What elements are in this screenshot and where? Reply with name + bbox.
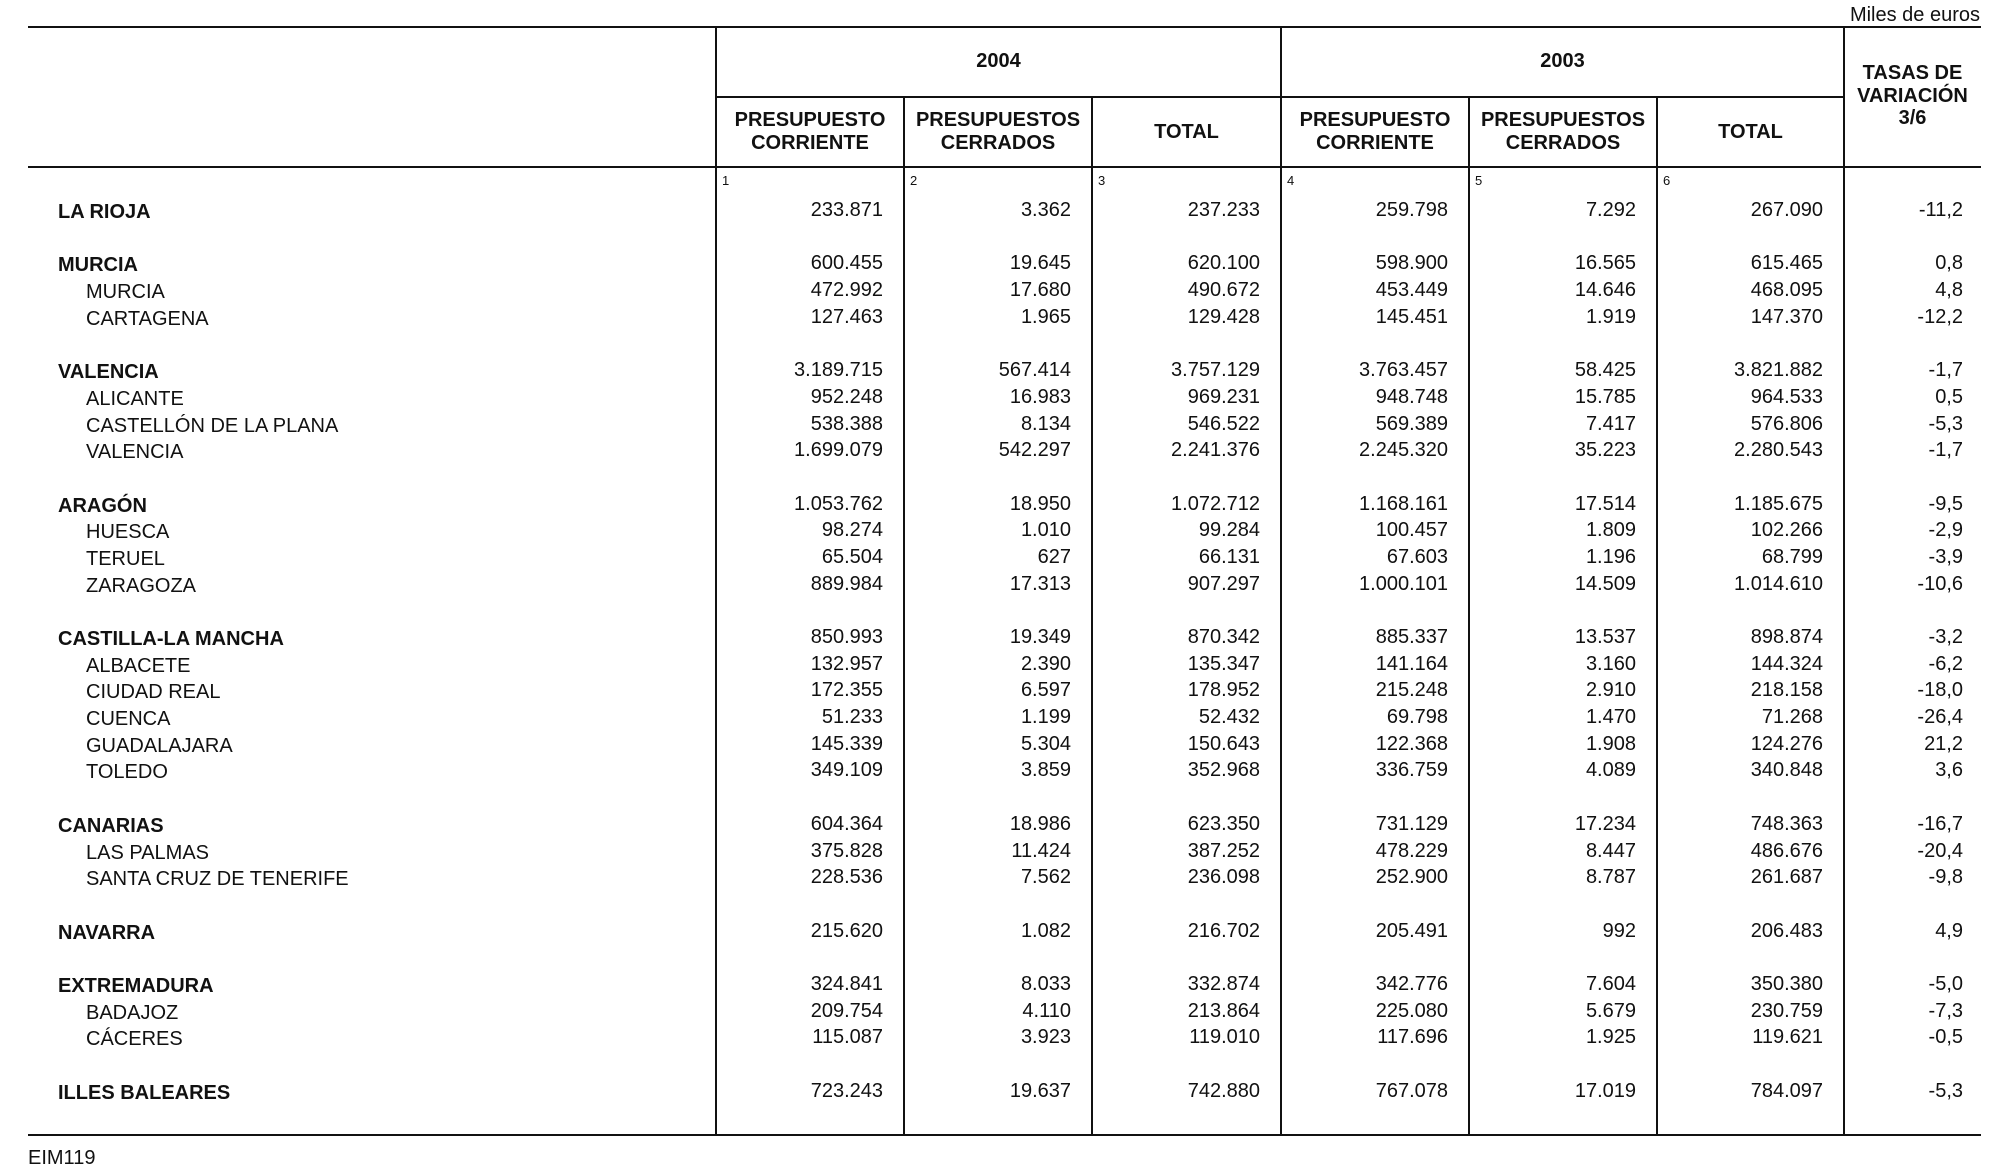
cell-2003-total: 784.097 (1750, 1079, 1823, 1102)
cell-2003-corriente: 731.129 (1375, 812, 1448, 835)
cell-2003-cerrados: 35.223 (1574, 439, 1636, 462)
cell-2003-corriente: 336.759 (1375, 759, 1448, 782)
cell-2004-cerrados: 542.297 (998, 439, 1071, 462)
cell-2003-corriente: 3.763.457 (1359, 359, 1448, 382)
header-tasas-variacion (1844, 62, 1981, 130)
cell-2004-cerrados: 7.562 (1020, 866, 1071, 889)
header-line: VARIACIÓN (1857, 84, 1968, 107)
cell-tasa-variacion: -9,8 (1928, 866, 1963, 889)
cell-2003-total: 267.090 (1750, 199, 1823, 221)
cell-tasa-variacion: -26,4 (1917, 706, 1963, 729)
cell-2003-corriente: 205.491 (1375, 919, 1448, 942)
cell-2003-corriente: 252.900 (1375, 866, 1448, 889)
cell-2004-corriente: 850.993 (810, 626, 883, 648)
cell-2004-corriente: 952.248 (810, 385, 883, 408)
cell-2003-corriente: 478.229 (1375, 839, 1448, 862)
cell-2004-cerrados: 17.313 (1009, 572, 1071, 595)
cell-2003-cerrados: 1.919 (1585, 305, 1636, 328)
cell-2004-corriente: 3.189.715 (794, 359, 883, 382)
cell-2003-cerrados: 7.292 (1585, 199, 1636, 221)
cell-2004-total: 237.233 (1187, 199, 1260, 221)
cell-tasa-variacion: -0,5 (1928, 1026, 1963, 1049)
cell-2004-total: 216.702 (1187, 919, 1260, 942)
cell-2003-total: 102.266 (1750, 519, 1823, 542)
region-row (28, 250, 1981, 277)
cell-tasa-variacion: -5,3 (1928, 1079, 1963, 1102)
cell-tasa-variacion: -16,7 (1917, 812, 1963, 835)
cell-2003-cerrados: 1.908 (1585, 732, 1636, 755)
province-row (28, 544, 1981, 571)
cell-2004-cerrados: 567.414 (998, 359, 1071, 382)
cell-2003-corriente: 453.449 (1375, 279, 1448, 302)
cell-2003-total: 486.676 (1750, 839, 1823, 862)
province-row (28, 571, 1981, 598)
row-label: VALENCIA (58, 361, 159, 384)
cell-2004-corriente: 115.087 (812, 1026, 883, 1049)
province-row (28, 864, 1981, 891)
cell-2003-cerrados: 17.234 (1574, 812, 1636, 835)
row-label: EXTREMADURA (58, 974, 214, 997)
cell-tasa-variacion: 21,2 (1924, 732, 1963, 755)
column-number: 2 (910, 173, 918, 188)
region-row (28, 357, 1981, 384)
region-row (28, 624, 1981, 651)
cell-2003-cerrados: 1.809 (1585, 519, 1636, 542)
cell-2004-cerrados: 1.082 (1020, 919, 1071, 942)
cell-tasa-variacion: -9,5 (1928, 492, 1963, 515)
cell-2003-corriente: 145.451 (1375, 305, 1448, 328)
cell-2004-total: 969.231 (1187, 385, 1260, 408)
cell-2004-corriente: 51.233 (821, 706, 883, 729)
cell-2004-cerrados: 19.645 (1009, 252, 1071, 275)
cell-tasa-variacion: -6,2 (1928, 652, 1963, 675)
cell-2003-total: 147.370 (1750, 305, 1823, 328)
cell-2003-total: 898.874 (1750, 626, 1823, 648)
cell-2003-corriente: 342.776 (1375, 972, 1448, 995)
cell-2003-cerrados: 8.787 (1585, 866, 1636, 889)
cell-2004-total: 1.072.712 (1171, 492, 1260, 515)
year-header-2004: 2004 (976, 50, 1021, 72)
cell-2003-total: 615.465 (1750, 252, 1823, 275)
cell-2004-corriente: 233.871 (810, 199, 883, 221)
cell-2003-cerrados: 5.679 (1585, 999, 1636, 1022)
row-label: LA RIOJA (58, 201, 151, 223)
cell-2003-corriente: 885.337 (1375, 626, 1448, 648)
header-line: PRESUPUESTO (734, 109, 886, 131)
rule-top (28, 26, 1981, 28)
cell-2004-cerrados: 11.424 (1011, 839, 1071, 862)
cell-2004-cerrados: 3.362 (1020, 199, 1071, 221)
cell-2004-cerrados: 19.637 (1009, 1079, 1071, 1102)
cell-tasa-variacion: -3,2 (1928, 626, 1963, 648)
row-label: CUENCA (86, 708, 171, 731)
cell-2004-cerrados: 6.597 (1020, 679, 1071, 702)
cell-2004-cerrados: 17.680 (1009, 279, 1071, 302)
cell-2003-corriente: 67.603 (1386, 545, 1448, 568)
cell-2003-corriente: 117.696 (1377, 1026, 1448, 1049)
cell-2004-total: 620.100 (1187, 252, 1260, 275)
cell-2004-cerrados: 627 (1037, 545, 1071, 568)
province-row (28, 517, 1981, 544)
column-number: 3 (1098, 173, 1106, 188)
province-row (28, 838, 1981, 865)
header-line: CERRADOS (940, 132, 1056, 154)
cell-2003-total: 468.095 (1750, 279, 1823, 302)
cell-2004-corriente: 324.841 (810, 972, 883, 995)
cell-2003-total: 68.799 (1761, 545, 1823, 568)
cell-2003-cerrados: 17.019 (1574, 1079, 1636, 1102)
header-line: CORRIENTE (1316, 132, 1434, 154)
region-row (28, 1078, 1981, 1105)
cell-2003-cerrados: 7.417 (1585, 412, 1636, 435)
cell-2004-corriente: 65.504 (821, 545, 883, 568)
cell-2003-total: 576.806 (1750, 412, 1823, 435)
header-line: PRESUPUESTO (1299, 109, 1451, 131)
cell-tasa-variacion: 3,6 (1935, 759, 1963, 782)
cell-2003-corriente: 69.798 (1386, 706, 1448, 729)
row-label: HUESCA (86, 521, 170, 544)
cell-2003-total: 2.280.543 (1734, 439, 1823, 462)
row-label: CASTILLA-LA MANCHA (58, 628, 284, 650)
cell-tasa-variacion: -1,7 (1928, 439, 1963, 462)
row-label: CARTAGENA (86, 307, 209, 330)
cell-2004-cerrados: 19.349 (1009, 626, 1071, 648)
header-line: PRESUPUESTOS (1480, 109, 1646, 131)
header-line: TOTAL (1154, 120, 1219, 143)
cell-2003-cerrados: 3.160 (1585, 652, 1636, 675)
province-row (28, 998, 1981, 1025)
cell-2003-total: 218.158 (1750, 679, 1823, 702)
cell-2003-total: 340.848 (1750, 759, 1823, 782)
cell-tasa-variacion: -20,4 (1917, 839, 1963, 862)
cell-2004-cerrados: 1.965 (1020, 305, 1071, 328)
cell-2004-total: 150.643 (1187, 732, 1260, 755)
table-body (28, 197, 1981, 1104)
cell-2003-cerrados: 58.425 (1574, 359, 1636, 382)
region-row (28, 197, 1981, 224)
cell-2004-cerrados: 8.033 (1020, 972, 1071, 995)
cell-tasa-variacion: -2,9 (1928, 519, 1963, 542)
cell-2003-corriente: 948.748 (1375, 385, 1448, 408)
province-row (28, 277, 1981, 304)
cell-2003-cerrados: 13.537 (1574, 626, 1636, 648)
rule-bottom (28, 1134, 1981, 1136)
row-label: ALBACETE (86, 654, 191, 677)
cell-2004-corriente: 538.388 (810, 412, 883, 435)
cell-2003-cerrados: 14.509 (1574, 572, 1636, 595)
cell-2003-corriente: 598.900 (1375, 252, 1448, 275)
row-label: CASTELLÓN DE LA PLANA (86, 414, 339, 437)
cell-2004-cerrados: 8.134 (1020, 412, 1071, 435)
cell-2004-total: 490.672 (1187, 279, 1260, 302)
cell-2004-cerrados: 16.983 (1009, 385, 1071, 408)
cell-2004-total: 332.874 (1187, 972, 1260, 995)
province-row (28, 757, 1981, 784)
cell-2004-corriente: 209.754 (810, 999, 883, 1022)
cell-2004-corriente: 1.053.762 (794, 492, 883, 515)
table-code: EIM119 (28, 1147, 96, 1169)
cell-2003-total: 124.276 (1750, 732, 1823, 755)
row-label: TERUEL (86, 547, 165, 570)
cell-2003-total: 350.380 (1750, 972, 1823, 995)
cell-2004-corriente: 604.364 (810, 812, 883, 835)
cell-2004-corriente: 228.536 (810, 866, 883, 889)
cell-2004-total: 3.757.129 (1171, 359, 1260, 382)
cell-tasa-variacion: -7,3 (1928, 999, 1963, 1022)
header-2003-presupuesto-corriente (1281, 98, 1469, 166)
province-row (28, 731, 1981, 758)
cell-2003-corriente: 1.000.101 (1359, 572, 1448, 595)
row-label: MURCIA (58, 254, 138, 277)
cell-2004-corriente: 127.463 (810, 305, 883, 328)
cell-2003-cerrados: 7.604 (1585, 972, 1636, 995)
cell-2004-cerrados: 3.859 (1020, 759, 1071, 782)
cell-2003-total: 261.687 (1750, 866, 1823, 889)
cell-2004-cerrados: 18.950 (1009, 492, 1071, 515)
header-2004-total (1092, 98, 1281, 166)
row-label: NAVARRA (58, 921, 156, 944)
cell-2003-corriente: 2.245.320 (1359, 439, 1448, 462)
cell-2003-cerrados: 2.910 (1585, 679, 1636, 702)
cell-2004-corriente: 132.957 (810, 652, 883, 675)
header-line: TOTAL (1718, 120, 1783, 143)
cell-2004-total: 2.241.376 (1171, 439, 1260, 462)
cell-2004-cerrados: 4.110 (1022, 999, 1071, 1022)
row-label: ZARAGOZA (86, 574, 197, 597)
cell-2004-corriente: 349.109 (810, 759, 883, 782)
cell-2004-cerrados: 3.923 (1020, 1026, 1071, 1049)
region-row (28, 918, 1981, 945)
cell-2004-total: 352.968 (1187, 759, 1260, 782)
row-label: ILLES BALEARES (58, 1081, 231, 1104)
cell-2004-total: 52.432 (1198, 706, 1260, 729)
cell-tasa-variacion: 0,5 (1935, 385, 1963, 408)
header-line: CORRIENTE (751, 132, 869, 154)
header-2004-presupuestos-cerrados (904, 98, 1092, 166)
cell-2003-corriente: 1.168.161 (1359, 492, 1448, 515)
row-label: TOLEDO (86, 761, 168, 784)
column-number: 5 (1475, 173, 1483, 188)
province-row (28, 651, 1981, 678)
cell-2004-total: 742.880 (1187, 1079, 1260, 1102)
cell-2004-corriente: 723.243 (810, 1079, 883, 1102)
year-header-2003: 2003 (1540, 50, 1585, 72)
row-label: LAS PALMAS (86, 841, 210, 864)
cell-tasa-variacion: -10,6 (1917, 572, 1963, 595)
header-2004-presupuesto-corriente (716, 98, 904, 166)
column-number: 4 (1287, 173, 1295, 188)
cell-2004-total: 387.252 (1187, 839, 1260, 862)
cell-2004-cerrados: 1.199 (1020, 706, 1071, 729)
cell-2004-cerrados: 5.304 (1020, 732, 1071, 755)
row-label: ALICANTE (86, 387, 184, 410)
cell-tasa-variacion: -1,7 (1928, 359, 1963, 382)
province-row (28, 704, 1981, 731)
cell-tasa-variacion: 0,8 (1935, 252, 1963, 275)
cell-2003-cerrados: 992 (1602, 919, 1636, 942)
cell-2004-corriente: 145.339 (810, 732, 883, 755)
cell-2004-cerrados: 1.010 (1020, 519, 1071, 542)
cell-2004-total: 546.522 (1187, 412, 1260, 435)
cell-2003-total: 71.268 (1761, 706, 1823, 729)
cell-2004-total: 66.131 (1198, 545, 1260, 568)
row-label: BADAJOZ (86, 1001, 179, 1024)
header-line: CERRADOS (1505, 132, 1621, 154)
cell-2004-total: 870.342 (1187, 626, 1260, 648)
header-2003-total (1657, 98, 1844, 166)
cell-2004-corriente: 889.984 (810, 572, 883, 595)
cell-2004-corriente: 1.699.079 (794, 439, 883, 462)
cell-2004-total: 907.297 (1187, 572, 1260, 595)
cell-2003-total: 230.759 (1750, 999, 1823, 1022)
cell-2003-cerrados: 16.565 (1574, 252, 1636, 275)
header-line: PRESUPUESTOS (915, 109, 1081, 131)
row-label: CANARIAS (58, 814, 164, 837)
unit-note: Miles de euros (1849, 4, 1980, 26)
province-row (28, 437, 1981, 464)
cell-2004-corriente: 600.455 (810, 252, 883, 275)
cell-2003-total: 1.014.610 (1734, 572, 1823, 595)
province-row (28, 1024, 1981, 1051)
cell-2003-corriente: 767.078 (1375, 1079, 1448, 1102)
cell-tasa-variacion: -5,3 (1928, 412, 1963, 435)
cell-2004-total: 99.284 (1198, 519, 1260, 542)
cell-2004-corriente: 215.620 (810, 919, 883, 942)
cell-2004-total: 178.952 (1187, 679, 1260, 702)
rule-header-bottom (28, 166, 1981, 168)
cell-2004-total: 119.010 (1189, 1026, 1260, 1049)
cell-tasa-variacion: -11,2 (1918, 199, 1963, 221)
cell-tasa-variacion: 4,8 (1935, 279, 1963, 302)
province-row (28, 304, 1981, 331)
cell-2003-total: 1.185.675 (1734, 492, 1823, 515)
header-2003-presupuestos-cerrados (1469, 98, 1657, 166)
cell-2003-cerrados: 4.089 (1585, 759, 1636, 782)
region-row (28, 971, 1981, 998)
column-number: 6 (1663, 173, 1671, 188)
cell-tasa-variacion: 4,9 (1935, 919, 1963, 942)
cell-2003-total: 206.483 (1750, 919, 1823, 942)
cell-2004-total: 135.347 (1187, 652, 1260, 675)
cell-2003-corriente: 569.389 (1375, 412, 1448, 435)
cell-2003-cerrados: 1.925 (1585, 1026, 1636, 1049)
cell-2003-total: 748.363 (1750, 812, 1823, 835)
cell-2003-cerrados: 8.447 (1585, 839, 1636, 862)
cell-2004-total: 236.098 (1187, 866, 1260, 889)
row-label: VALENCIA (86, 441, 184, 464)
cell-2003-total: 144.324 (1750, 652, 1823, 675)
cell-2003-cerrados: 1.470 (1585, 706, 1636, 729)
row-label: SANTA CRUZ DE TENERIFE (86, 868, 349, 891)
cell-2004-total: 129.428 (1187, 305, 1260, 328)
cell-tasa-variacion: -12,2 (1917, 305, 1963, 328)
cell-2004-cerrados: 2.390 (1020, 652, 1071, 675)
row-label: GUADALAJARA (86, 734, 233, 757)
cell-2003-cerrados: 15.785 (1574, 385, 1636, 408)
row-label: ARAGÓN (58, 494, 147, 517)
row-label: MURCIA (86, 281, 165, 304)
cell-2003-cerrados: 14.646 (1574, 279, 1636, 302)
header-line: TASAS DE (1862, 62, 1963, 84)
cell-2004-corriente: 375.828 (810, 839, 883, 862)
cell-2003-corriente: 141.164 (1375, 652, 1448, 675)
row-label: CÁCERES (86, 1028, 183, 1051)
cell-2003-corriente: 122.368 (1375, 732, 1448, 755)
cell-2003-corriente: 215.248 (1375, 679, 1448, 702)
region-row (28, 491, 1981, 518)
row-label: CIUDAD REAL (86, 681, 221, 704)
column-number: 1 (722, 173, 730, 188)
cell-2003-total: 119.621 (1752, 1026, 1823, 1049)
region-row (28, 811, 1981, 838)
cell-2004-corriente: 172.355 (810, 679, 883, 702)
cell-2004-total: 623.350 (1187, 812, 1260, 835)
cell-tasa-variacion: -5,0 (1928, 972, 1963, 995)
province-row (28, 677, 1981, 704)
cell-2004-corriente: 98.274 (821, 519, 883, 542)
cell-2003-corriente: 259.798 (1375, 199, 1448, 221)
cell-2003-cerrados: 1.196 (1585, 545, 1636, 568)
cell-tasa-variacion: -18,0 (1917, 679, 1963, 702)
cell-2004-total: 213.864 (1187, 999, 1260, 1022)
province-row (28, 384, 1981, 411)
cell-tasa-variacion: -3,9 (1928, 545, 1963, 568)
cell-2003-total: 3.821.882 (1734, 359, 1823, 382)
cell-2003-cerrados: 17.514 (1574, 492, 1636, 515)
header-line: 3/6 (1898, 107, 1927, 129)
cell-2003-corriente: 225.080 (1375, 999, 1448, 1022)
cell-2004-corriente: 472.992 (810, 279, 883, 302)
cell-2003-total: 964.533 (1750, 385, 1823, 408)
cell-2003-corriente: 100.457 (1375, 519, 1448, 542)
province-row (28, 411, 1981, 438)
cell-2004-cerrados: 18.986 (1009, 812, 1071, 835)
